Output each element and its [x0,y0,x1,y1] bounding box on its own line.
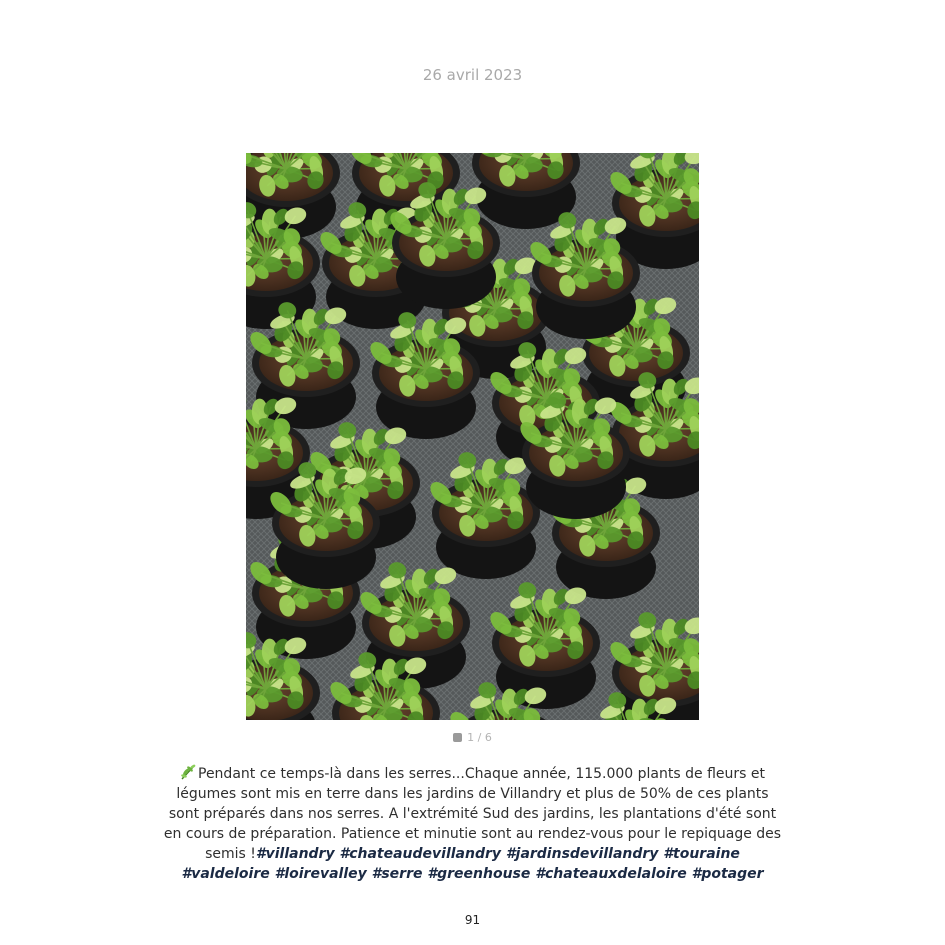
post-photo[interactable] [246,153,699,720]
slide-indicator-icon[interactable] [453,733,462,742]
slide-counter [0,731,945,744]
caption-text: Pendant ce temps-là dans les serres...Chaque année, 115.000 plants de fleurs et légumes sont mis en terre dans les jardins de Villandry et plus de 50% de ces plants sont préparés dans nos serres. A l'extrémité Sud des jardins, les plantations d'été sont en cours de préparation. Patience et minutie sont au rendez-vous pour le repiquage des semis ! [163,766,782,862]
page-number: 91 [464,913,481,927]
plant-pots-photo [246,153,699,720]
post-date: 26 avril 2023 [422,66,523,84]
post-caption [160,764,785,884]
herb-icon [180,764,198,780]
slide-counter-text: 1 / 6 [467,731,492,744]
caption-hashtags[interactable]: #villandry #chateaudevillandry #jardinsdevillandry #touraine #valdeloire #loirevalley #serre #greenhouse #chateauxdelaloire #potager [181,846,764,882]
